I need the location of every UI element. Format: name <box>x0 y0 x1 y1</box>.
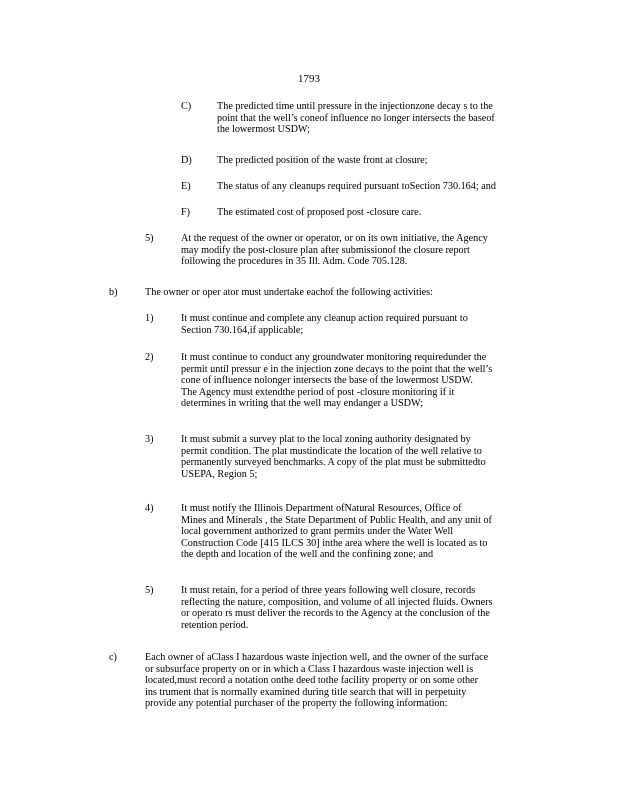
item-label: b) <box>109 287 118 298</box>
text-line: The estimated cost of proposed post -closure care. <box>217 207 422 218</box>
item-text <box>181 503 537 561</box>
text-line: Mines and Minerals , the State Department of Public Health, and any unit of <box>181 514 492 526</box>
item-text <box>217 155 535 167</box>
text-line: the depth and location of the well and the confining zone; and <box>181 549 434 561</box>
text-line: point that the well’s coneof influence no longer intersects the baseof <box>217 112 495 124</box>
text-line: reflecting the nature, composition, and volume of all injected fluids. Owners <box>181 596 493 608</box>
item-text <box>145 287 501 299</box>
text-line: Each owner of aClass I hazardous waste injection well, and the owner of the surface <box>145 652 489 663</box>
text-line: following the procedures in 35 Ill. Adm. Code 705.128. <box>181 256 408 268</box>
text-line: The predicted position of the waste front at closure; <box>217 155 428 166</box>
text-line: USEPA, Region 5; <box>181 468 258 480</box>
text-line: or operato rs must deliver the records to the Agency at the conclusion of the <box>181 608 490 620</box>
text-line: local government authorized to grant permits under the Water Well <box>181 526 454 538</box>
text-line: determines in writing that the well may endanger a USDW; <box>181 398 424 410</box>
text-line: It must notify the Illinois Department ofNatural Resources, Office of <box>181 503 462 514</box>
text-line: located,must record a notation onthe deed tothe facility property or on some other <box>145 675 478 687</box>
text-line: It must retain, for a period of three years following well closure, records <box>181 585 476 596</box>
item-text <box>217 101 535 136</box>
item-label: 1) <box>145 313 154 324</box>
text-line: permit condition. The plat mustindicate the location of the well relative to <box>181 445 482 457</box>
text-line: ins trument that is normally examined during title search that will in perpetuity <box>145 686 467 698</box>
text-line: cone of influence nolonger intersects the base of the lowermost USDW. <box>181 375 473 387</box>
item-text <box>217 207 535 219</box>
item-label: E) <box>181 181 191 192</box>
page-number: 1793 <box>298 73 320 85</box>
item-text <box>181 434 537 480</box>
item-label: c) <box>109 652 117 663</box>
item-text <box>145 652 537 710</box>
item-label: 5) <box>145 233 154 244</box>
item-label: 5) <box>145 585 154 596</box>
item-label: 4) <box>145 503 154 514</box>
item-label: D) <box>181 155 192 166</box>
item-text <box>217 181 535 193</box>
item-label: F) <box>181 207 191 218</box>
text-line: It must continue and complete any cleanup action required pursuant to <box>181 313 468 324</box>
text-line: The predicted time until pressure in the injectionzone decay s to the <box>217 101 493 112</box>
text-line: The Agency must extendthe period of post -closure monitoring if it <box>181 386 455 398</box>
item-text <box>181 585 537 631</box>
item-text <box>181 233 537 268</box>
text-line: retention period. <box>181 619 249 631</box>
text-line: It must submit a survey plat to the local zoning authority designated by <box>181 434 471 445</box>
text-line: It must continue to conduct any groundwater monitoring requiredunder the <box>181 352 487 363</box>
text-line: may modify the post-closure plan after submissionof the closure report <box>181 244 470 256</box>
text-line: The owner or oper ator must undertake eachof the following activities: <box>145 287 433 298</box>
text-line: provide any potential purchaser of the property the following information: <box>145 698 448 710</box>
item-label: 3) <box>145 434 154 445</box>
text-line: At the request of the owner or operator, or on its own initiative, the Agency <box>181 233 488 244</box>
text-line: The status of any cleanups required pursuant toSection 730.164; and <box>217 181 496 192</box>
item-label: 2) <box>145 352 154 363</box>
text-line: permit until pressur e in the injection zone decays to the point that the well’s <box>181 363 493 375</box>
item-text <box>181 313 537 336</box>
text-line: Section 730.164,if applicable; <box>181 324 304 336</box>
text-line: or subsurface property on or in which a Class I hazardous waste injection well is <box>145 663 474 675</box>
text-line: the lowermost USDW; <box>217 124 310 136</box>
item-label: C) <box>181 101 192 112</box>
item-text <box>181 352 537 410</box>
text-line: permanently surveyed benchmarks. A copy of the plat must be submittedto <box>181 457 486 469</box>
text-line: Construction Code [415 ILCS 30] inthe area where the well is located as to <box>181 537 488 549</box>
